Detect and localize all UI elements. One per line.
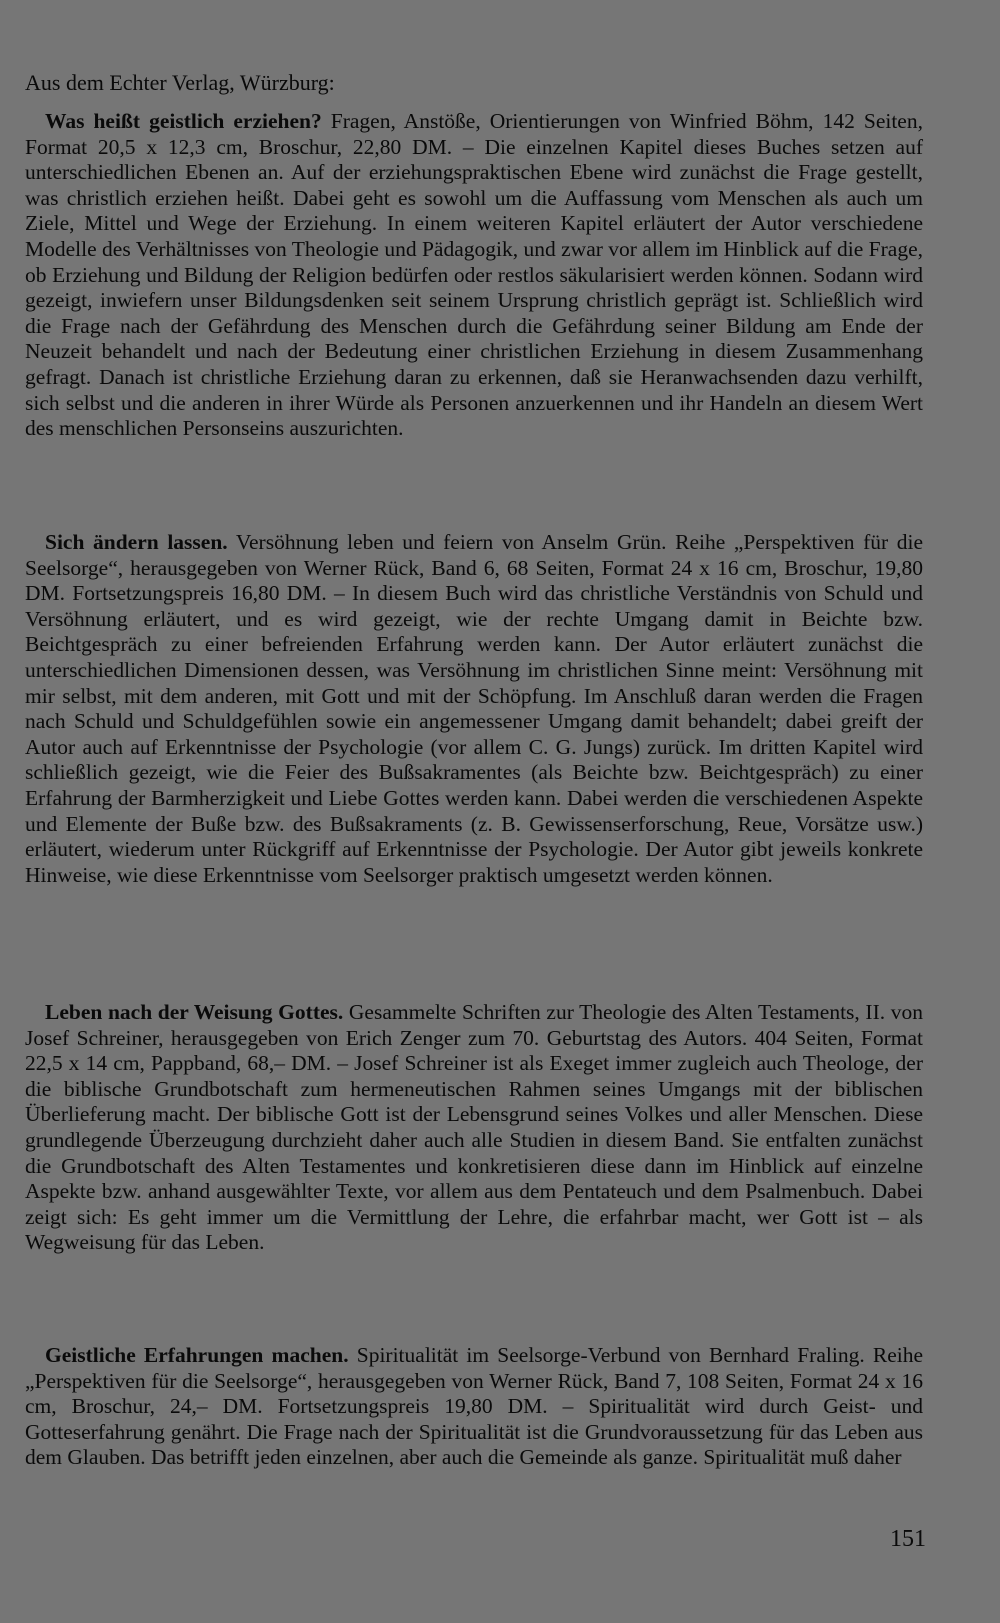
book-description: Spiritualität im Seelsorge-Verbund von Bernhard Fraling. Reihe „Perspektiven für die Seelsorge“, herausgegeben von Werner Rück, Band 7, 108 Seiten, Format 24 x 16 cm, Broschur, 24,– DM. Fortsetzungspreis 19,80 DM. – Spiritualität wird durch Geist- und Gotteserfahrung genährt. Die Frage nach der Spiritualität ist die Grundvoraussetzung für das Leben aus dem Glauben. Das betrifft jeden einzelnen, aber auch die Gemeinde als ganze. Spiritualität muß daher (25, 1343, 923, 1470)
entry-paragraph (25, 1343, 923, 1471)
page-number: 151 (890, 1526, 926, 1552)
publisher-line: Aus dem Echter Verlag, Würzburg: (25, 70, 335, 95)
entry-paragraph (25, 530, 923, 888)
book-title: Leben nach der Weisung Gottes. (45, 1000, 344, 1024)
book-entry (25, 1343, 923, 1471)
book-title: Geistliche Erfahrungen machen. (45, 1343, 349, 1367)
book-entry (25, 1000, 923, 1256)
book-description: Versöhnung leben und feiern von Anselm Grün. Reihe „Perspektiven für die Seelsorge“, herausgegeben von Werner Rück, Band 6, 68 Seiten, Format 24 x 16 cm, Broschur, 19,80 DM. Fortsetzungspreis 16,80 DM. – In diesem Buch wird das christliche Verständnis von Schuld und Versöhnung erläutert, und es wird gezeigt, wie der rechte Umgang damit in Beichte bzw. Beichtgespräch zu einer befreienden Erfahrung werden kann. Der Autor erläutert zunächst die unterschiedlichen Dimensionen dessen, was Versöhnung im christlichen Sinne meint: Versöhnung mit mir selbst, mit dem anderen, mit Gott und mit der Schöpfung. Im Anschluß daran werden die Fragen nach Schuld und Schuldgefühlen sowie ein angemessener Umgang damit behandelt; dabei greift der Autor auch auf Erkenntnisse der Psychologie (vor allem C. G. Jungs) zurück. Im dritten Kapitel wird schließlich gezeigt, wie die Feier des Bußsakramentes (als Beichte bzw. Beichtgespräch) zu einer Erfahrung der Barmherzigkeit und Liebe Gottes werden kann. Dabei werden die verschiedenen Aspekte und Elemente der Buße bzw. des Bußsakraments (z. B. Gewissenserforschung, Reue, Vorsätze usw.) erläutert, wiederum unter Rückgriff auf Erkenntnisse der Psychologie. Der Autor gibt jeweils konkrete Hinweise, wie diese Erkenntnisse vom Seelsorger praktisch umgesetzt werden können. (25, 530, 923, 887)
book-entry (25, 530, 923, 888)
entry-paragraph (25, 1000, 923, 1256)
entry-paragraph (25, 109, 923, 442)
book-title: Sich ändern lassen. (45, 530, 228, 554)
book-description: Gesammelte Schriften zur Theologie des Alten Testaments, II. von Josef Schreiner, herausgegeben von Erich Zenger zum 70. Geburtstag des Autors. 404 Seiten, Format 22,5 x 14 cm, Pappband, 68,– DM. – Josef Schreiner ist als Exeget immer zugleich auch Theologe, der die biblische Grundbotschaft zum hermeneutischen Rahmen seines Umgangs mit der biblischen Überlieferung macht. Der biblische Gott ist der Lebensgrund seines Volkes und aller Menschen. Diese grundlegende Überzeugung durchzieht daher auch alle Studien in diesem Band. Sie entfalten zunächst die Grundbotschaft des Alten Testamentes und konkretisieren diese dann im Hinblick auf einzelne Aspekte bzw. anhand ausgewählter Texte, vor allem aus dem Pentateuch und dem Psalmenbuch. Dabei zeigt sich: Es geht immer um die Vermittlung der Lehre, die erfahrbar macht, wer Gott ist – als Wegweisung für das Leben. (25, 1000, 923, 1255)
book-title: Was heißt geistlich erziehen? (45, 109, 322, 133)
book-description: Fragen, Anstöße, Orientierungen von Winfried Böhm, 142 Seiten, Format 20,5 x 12,3 cm, Broschur, 22,80 DM. – Die einzelnen Kapitel dieses Buches setzen auf unterschiedlichen Ebenen an. Auf der erziehungspraktischen Ebene wird zunächst die Frage gestellt, was christlich erziehen heißt. Dabei geht es sowohl um die Auffassung vom Menschen als auch um Ziele, Mittel und Wege der Erziehung. In einem weiteren Kapitel erläutert der Autor verschiedene Modelle des Verhältnisses von Theologie und Pädagogik, und zwar vor allem im Hinblick auf die Frage, ob Erziehung und Bildung der Religion bedürfen oder restlos säkularisiert werden können. Sodann wird gezeigt, inwiefern unser Bildungsdenken seit seinem Ursprung christlich geprägt ist. Schließlich wird die Frage nach der Gefährdung des Menschen durch die Gefährdung seiner Bildung am Ende der Neuzeit behandelt und nach der Bedeutung einer christlichen Erziehung in diesem Zusammenhang gefragt. Danach ist christliche Erziehung daran zu erkennen, daß sie Heranwachsenden dazu verhilft, sich selbst und die anderen in ihrer Würde als Personen anzuerkennen und ihr Handeln an diesem Wert des menschlichen Personseins auszurichten. (25, 109, 923, 441)
book-entry (25, 109, 923, 442)
